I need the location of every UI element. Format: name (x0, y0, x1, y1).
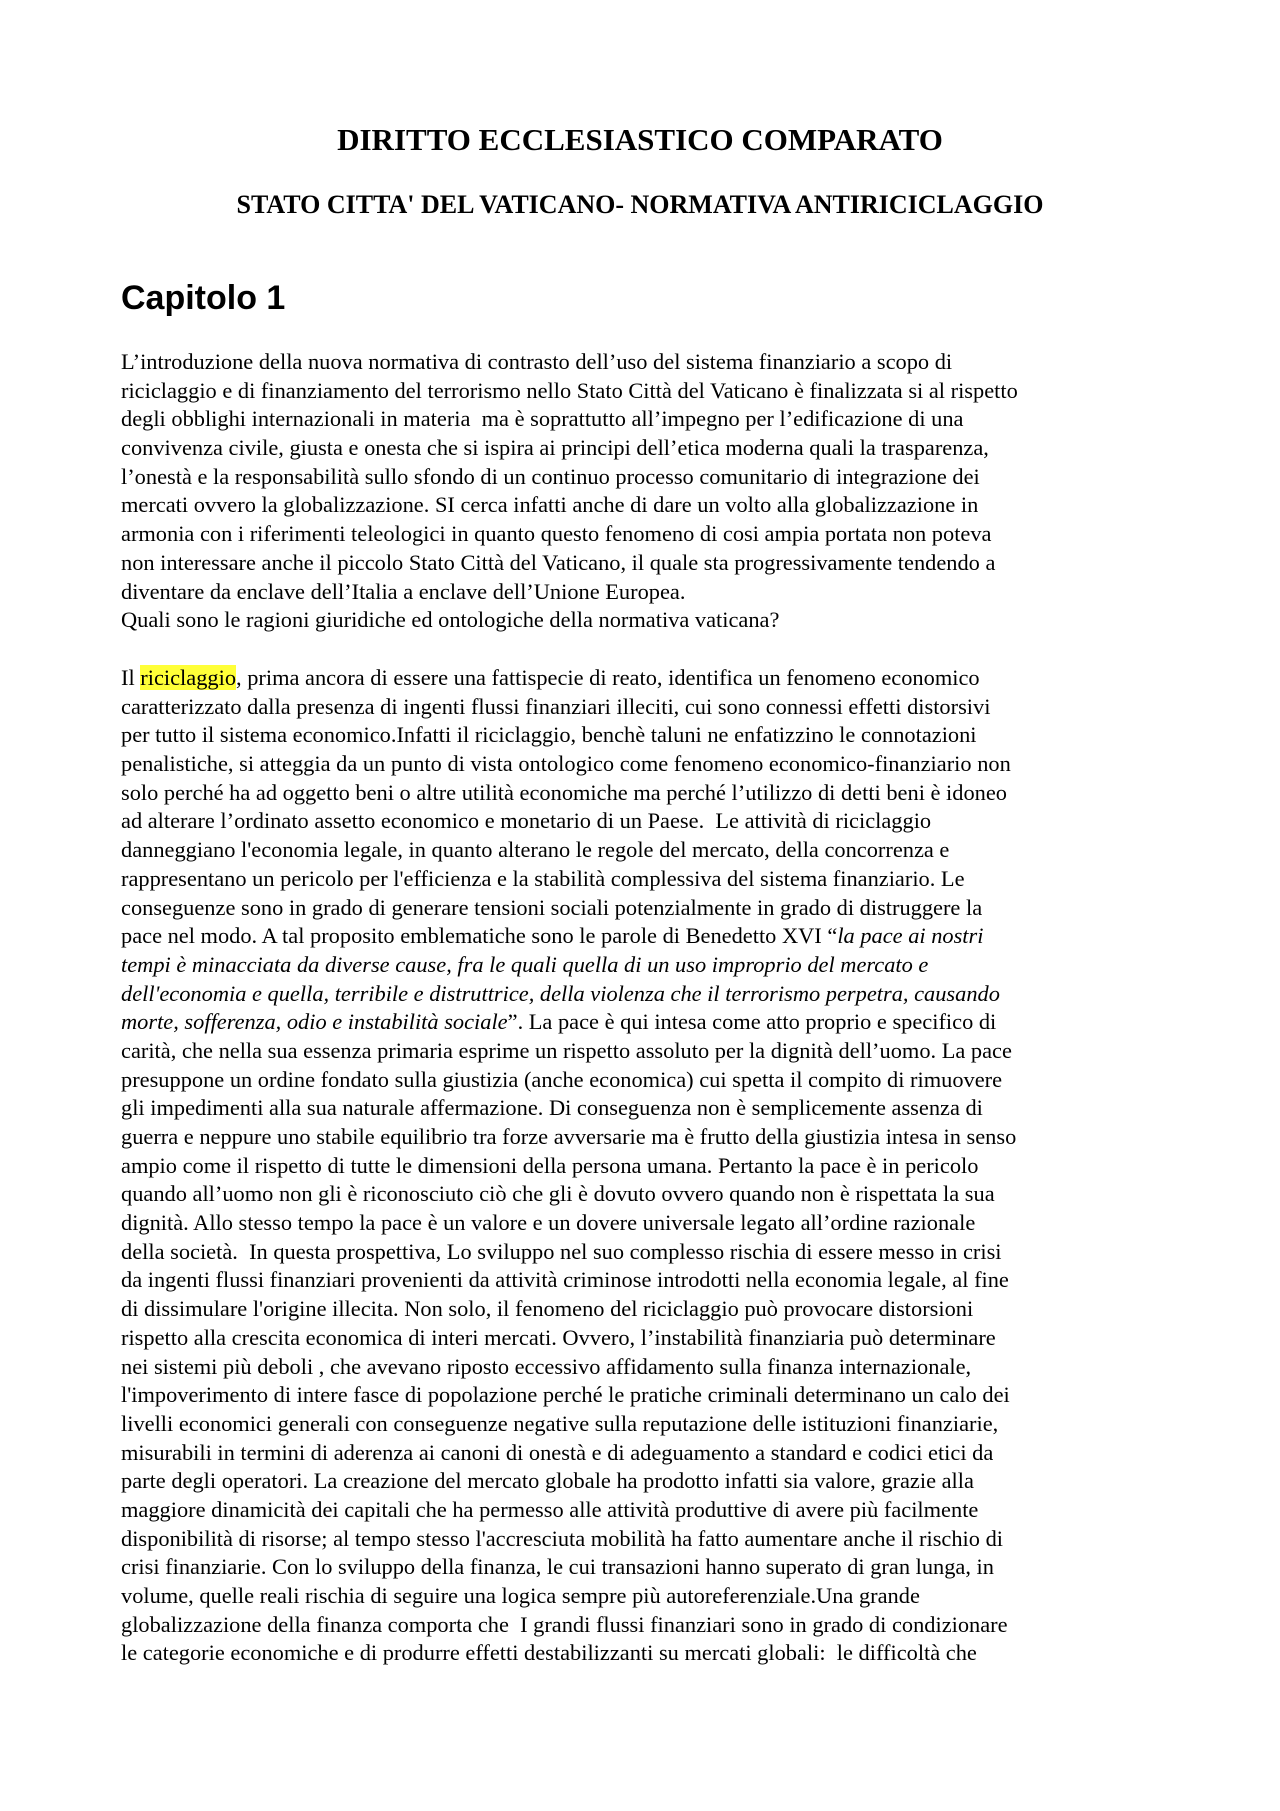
text-line: presuppone un ordine fondato sulla giustizia (anche economica) cui spetta il compito di rimuovere (121, 1066, 1003, 1092)
text-line: di dissimulare l'origine illecita. Non solo, il fenomeno del riciclaggio può provocare distorsioni (121, 1296, 974, 1322)
text-line: mercati ovvero la globalizzazione. SI cerca infatti anche di dare un volto alla globalizzazione in (121, 492, 979, 518)
text-line: L’introduzione della nuova normativa di contrasto dell’uso del sistema finanziario a scopo di (121, 349, 953, 374)
text-line: misurabili in termini di aderenza ai canoni di onestà e di adeguamento a standard e codici etici da (121, 1439, 994, 1465)
text-line: da ingenti flussi finanziari provenienti da attività criminose introdotti nella economia legale, al fine (121, 1267, 1009, 1293)
document-title: DIRITTO ECCLESIASTICO COMPARATO (337, 122, 943, 157)
text-line: gli impedimenti alla sua naturale affermazione. Di conseguenza non è semplicemente assenza di (121, 1095, 983, 1121)
quote-line: dell'economia e quella, terribile e distruttrice, della violenza che il terrorismo perpetra, causando (121, 980, 1000, 1006)
text-line: parte degli operatori. La creazione del mercato globale ha prodotto infatti sia valore, grazie alla (121, 1468, 974, 1494)
quote-line: tempi è minacciata da diverse cause, fra le quali quella di un uso improprio del mercato e (121, 951, 929, 977)
text-line: ad alterare l’ordinato assetto economico e monetario di un Paese. Le attività di riciclaggio (121, 808, 932, 834)
text-line: convivenza civile, giusta e onesta che si ispira ai principi dell’etica moderna quali la trasparenza, (121, 435, 989, 461)
text-line: ampio come il rispetto di tutte le dimensioni della persona umana. Pertanto la pace è in pericolo (121, 1152, 979, 1178)
quote-text: morte, sofferenza, odio e instabilità sociale (121, 1009, 508, 1035)
text-line: degli obblighi internazionali in materia ma è soprattutto all’impegno per l’edificazione di una (121, 406, 964, 432)
text-line: livelli economici generali con conseguenze negative sulla reputazione delle istituzioni finanziarie, (121, 1410, 999, 1436)
text-line: non interessare anche il piccolo Stato Città del Vaticano, il quale sta progressivamente tendendo a (121, 549, 996, 575)
text-line: della società. In questa prospettiva, Lo sviluppo nel suo complesso rischia di essere messo in crisi (121, 1238, 1002, 1264)
text-line: crisi finanziarie. Con lo sviluppo della finanza, le cui transazioni hanno superato di gran lunga, in (121, 1554, 994, 1580)
text-line: nei sistemi più deboli , che avevano riposto eccessivo affidamento sulla finanza internazionale, (121, 1353, 972, 1379)
text-line: maggiore dinamicità dei capitali che ha permesso alle attività produttive di avere più facilmente (121, 1496, 979, 1522)
text-line: Quali sono le ragioni giuridiche ed ontologiche della normativa vaticana? (121, 607, 780, 633)
text-line: caratterizzato dalla presenza di ingenti flussi finanziari illeciti, cui sono connessi effetti distorsivi (121, 693, 991, 719)
text-line: riciclaggio e di finanziamento del terrorismo nello Stato Città del Vaticano è finalizzata si al rispetto (121, 377, 1018, 403)
paragraph-intro (121, 348, 1171, 635)
text-run: ”. La pace è qui intesa come atto proprio e specifico di (507, 1009, 997, 1035)
chapter-heading: Capitolo 1 (121, 279, 286, 317)
text-run: pace nel modo. A tal proposito emblematiche sono le parole di Benedetto XVI “ (121, 923, 838, 949)
highlighted-word: riciclaggio (140, 665, 237, 690)
text-line: le categorie economiche e di produrre effetti destabilizzanti su mercati globali: le difficoltà che (121, 1640, 977, 1666)
paragraph-riciclaggio (121, 664, 1171, 1668)
text-line: carità, che nella sua essenza primaria esprime un rispetto assoluto per la dignità dell’uomo. La pace (121, 1037, 1012, 1063)
text-line: per tutto il sistema economico.Infatti il riciclaggio, benchè taluni ne enfatizzino le connotazioni (121, 722, 977, 748)
text-line: armonia con i riferimenti teleologici in quanto questo fenomeno di cosi ampia portata non poteva (121, 521, 992, 547)
text-line: volume, quelle reali rischia di seguire una logica sempre più autoreferenziale.Una grande (121, 1583, 920, 1608)
quote-text: la pace ai nostri (837, 923, 984, 949)
text-line: l'impoverimento di intere fasce di popolazione perché le pratiche criminali determinano un calo dei (121, 1382, 1010, 1408)
text-line: globalizzazione della finanza comporta che I grandi flussi finanziari sono in grado di condizionare (121, 1611, 1008, 1637)
text-run: , prima ancora di essere una fattispecie di reato, identifica un fenomeno economico (236, 665, 980, 690)
text-line: rappresentano un pericolo per l'efficienza e la stabilità complessiva del sistema finanziario. Le (121, 865, 965, 891)
text-run: Il (121, 665, 141, 690)
text-line (121, 1008, 1171, 1037)
text-line (121, 664, 1171, 693)
text-line: guerra e neppure uno stabile equilibrio tra forze avversarie ma è frutto della giustizia intesa in senso (121, 1124, 1017, 1149)
text-line: diventare da enclave dell’Italia a enclave dell’Unione Europea. (121, 578, 686, 604)
text-line: quando all’uomo non gli è riconosciuto ciò che gli è dovuto ovvero quando non è rispettata la sua (121, 1181, 995, 1207)
text-line: conseguenze sono in grado di generare tensioni sociali potenzialmente in grado di distruggere la (121, 894, 983, 920)
text-line: dignità. Allo stesso tempo la pace è un valore e un dovere universale legato all’ordine razionale (121, 1210, 976, 1236)
text-line: l’onestà e la responsabilità sullo sfondo di un continuo processo comunitario di integrazione dei (121, 463, 980, 489)
text-line: disponibilità di risorse; al tempo stesso l'accresciuta mobilità ha fatto aumentare anche il rischio di (121, 1525, 1003, 1551)
text-line (121, 922, 1171, 951)
text-line: danneggiano l'economia legale, in quanto alterano le regole del mercato, della concorrenza e (121, 837, 950, 863)
text-line: penalistiche, si atteggia da un punto di vista ontologico come fenomeno economico-finanziario non (121, 751, 1011, 777)
document-subtitle: STATO CITTA' DEL VATICANO- NORMATIVA ANTIRICICLAGGIO (236, 190, 1044, 219)
text-line: rispetto alla crescita economica di interi mercati. Ovvero, l’instabilità finanziaria può determinare (121, 1324, 996, 1350)
text-line: solo perché ha ad oggetto beni o altre utilità economiche ma perché l’utilizzo di detti beni è idoneo (121, 779, 1007, 805)
